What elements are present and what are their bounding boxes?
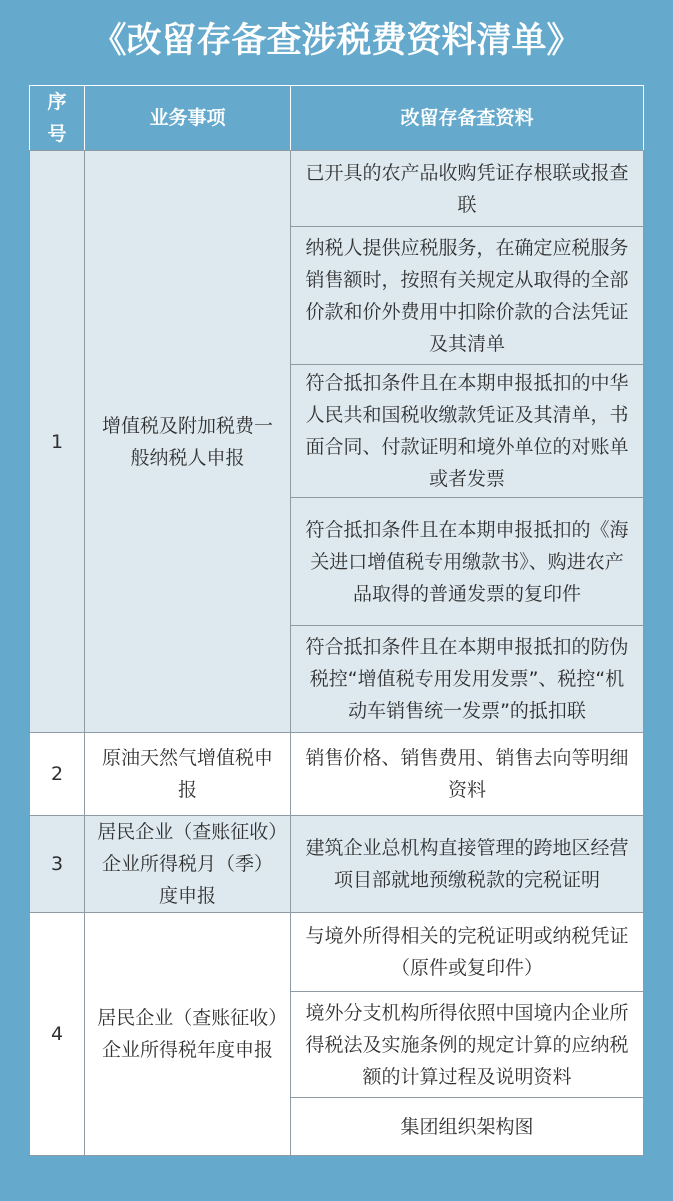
row-item: 原油天然气增值税申报	[85, 733, 291, 816]
row-doc: 集团组织架构图	[291, 1098, 644, 1156]
row-doc: 已开具的农产品收购凭证存根联或报查联	[291, 151, 644, 227]
row-doc: 与境外所得相关的完税证明或纳税凭证（原件或复印件）	[291, 913, 644, 992]
table-row	[30, 151, 644, 227]
row-doc: 销售价格、销售费用、销售去向等明细资料	[291, 733, 644, 816]
records-table	[29, 85, 644, 1156]
table-row	[30, 733, 644, 816]
row-doc: 符合抵扣条件且在本期申报抵扣的《海关进口增值税专用缴款书》、购进农产品取得的普通发票的复印件	[291, 498, 644, 626]
header-col-no: 序号	[30, 86, 85, 151]
row-item: 居民企业（查账征收）企业所得税月（季）度申报	[85, 816, 291, 913]
row-doc: 符合抵扣条件且在本期申报抵扣的中华人民共和国税收缴款凭证及其清单，书面合同、付款证明和境外单位的对账单或者发票	[291, 365, 644, 498]
row-doc: 符合抵扣条件且在本期申报抵扣的防伪税控“增值税专用发用发票”、税控“机动车销售统一发票”的抵扣联	[291, 626, 644, 733]
table-row	[30, 913, 644, 992]
table-row	[30, 816, 644, 913]
header-col-docs: 改留存备查资料	[291, 86, 644, 151]
row-item: 增值税及附加税费一般纳税人申报	[85, 151, 291, 733]
row-doc: 建筑企业总机构直接管理的跨地区经营项目部就地预缴税款的完税证明	[291, 816, 644, 913]
row-doc: 境外分支机构所得依照中国境内企业所得税法及实施条例的规定计算的应纳税额的计算过程及说明资料	[291, 992, 644, 1098]
row-item: 居民企业（查账征收）企业所得税年度申报	[85, 913, 291, 1156]
row-doc: 纳税人提供应税服务，在确定应税服务销售额时，按照有关规定从取得的全部价款和价外费用中扣除价款的合法凭证及其清单	[291, 227, 644, 365]
table-header-row	[30, 86, 644, 151]
header-col-item: 业务事项	[85, 86, 291, 151]
row-number: 1	[30, 151, 85, 733]
row-number: 4	[30, 913, 85, 1156]
page-title: 《改留存备查涉税费资料清单》	[91, 21, 582, 61]
row-number: 3	[30, 816, 85, 913]
row-number: 2	[30, 733, 85, 816]
